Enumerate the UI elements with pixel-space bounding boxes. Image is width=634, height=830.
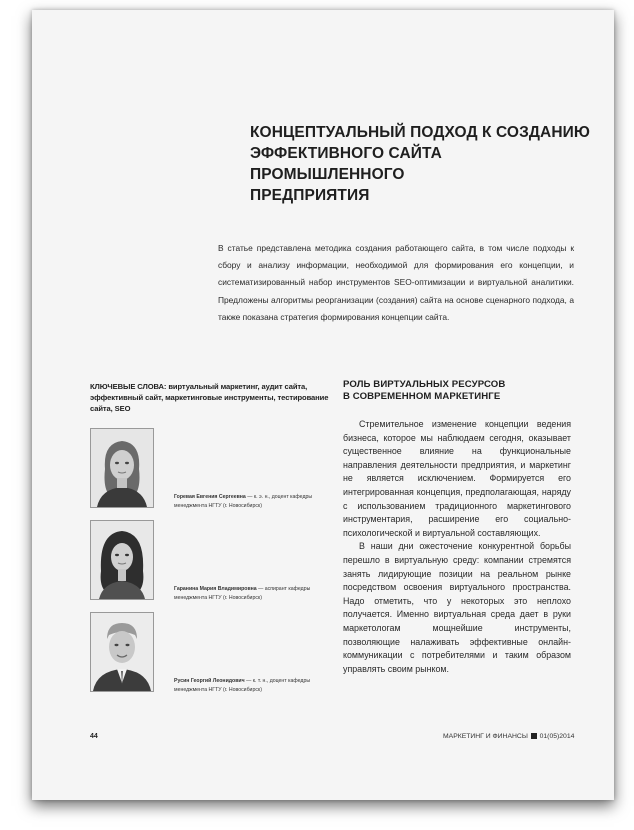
keywords-block (90, 381, 330, 414)
section-heading-line: РОЛЬ ВИРТУАЛЬНЫХ РЕСУРСОВ (343, 379, 506, 390)
journal-issue: 01(05)2014 (539, 733, 575, 740)
author-name: Гаранина Мария Владимировна (174, 586, 257, 592)
article-abstract: В статье представлена методика создания работающего сайта, в том числе подходы к сбору и анализу информации, необходимой для формирования его концепции, и систематизированный набор инструментов SEO-оптимизации и виртуальной аналитики. Предложены алгоритмы реорганизации (создания) сайта на основе сценарного подхода, а также показана стратегия формирования концепции сайта. (218, 243, 574, 322)
portrait-woman-icon (91, 521, 153, 599)
portrait-man-icon (91, 613, 153, 691)
journal-footer (443, 733, 574, 740)
article-title (250, 122, 595, 206)
body-paragraph: Стремительное изменение концепции ведения бизнеса, которое мы наблюдаем сегодня, оказывает существенное влияние на функциональные направления деятельности предприятия, и маркетинг не является исключением. Формируется его интегрированная концепция, предполагающая, наряду с использованием традиционного маркетингового инструментария, расширение его социально-психологической и виртуальной составляющих. (343, 419, 571, 538)
author-photo-3 (90, 612, 154, 692)
author-caption-1 (174, 493, 324, 511)
keywords-label: КЛЮЧЕВЫЕ СЛОВА: (90, 382, 167, 391)
keywords-text: виртуальный маркетинг, аудит сайта, эффективный сайт, маркетинговые инструменты, тестирование сайта, SEO (90, 382, 329, 413)
article-title-line: ПРЕДПРИЯТИЯ (250, 187, 370, 204)
portrait-woman-icon (91, 429, 153, 507)
section-body (343, 418, 571, 676)
author-name: Русин Георгий Леонидович (174, 678, 245, 684)
author-details: — к. э. н., доцент кафедры менеджмента НГТУ (г. Новосибирск) (174, 494, 313, 509)
author-details: — к. т. н., доцент кафедры менеджмента НГТУ (г. Новосибирск) (174, 678, 311, 693)
journal-name: МАРКЕТИНГ И ФИНАНСЫ (443, 733, 528, 740)
author-photo-1 (90, 428, 154, 508)
section-heading (343, 379, 573, 403)
author-details: — аспирант кафедры менеджмента НГТУ (г. Новосибирск) (174, 586, 311, 601)
author-name: Горевая Евгения Сергеевна (174, 494, 246, 500)
author-caption-2 (174, 585, 324, 603)
page-number: 44 (90, 733, 98, 740)
body-paragraph: В наши дни ожесточение конкурентной борьбы перешло в виртуальную среду: компании стремятся занять лидирующие позиции на реальном рынке посредством освоения виртуального пространства. Надо отметить, что у некоторых это неплохо получается. Именно виртуальная среда дает в руки маркетологам мощнейшие инструменты, позволяющие налаживать эффективные онлайн-коммуникации с потребителями и таким образом управлять своим рынком. (343, 541, 571, 674)
article-title-line: КОНЦЕПТУАЛЬНЫЙ ПОДХОД К СОЗДАНИЮ (250, 124, 590, 141)
section-heading-line: В СОВРЕМЕННОМ МАРКЕТИНГЕ (343, 391, 501, 402)
square-separator-icon (531, 733, 537, 739)
author-caption-3 (174, 677, 324, 695)
author-photo-2 (90, 520, 154, 600)
article-title-line: ЭФФЕКТИВНОГО САЙТА ПРОМЫШЛЕННОГО (250, 145, 442, 183)
